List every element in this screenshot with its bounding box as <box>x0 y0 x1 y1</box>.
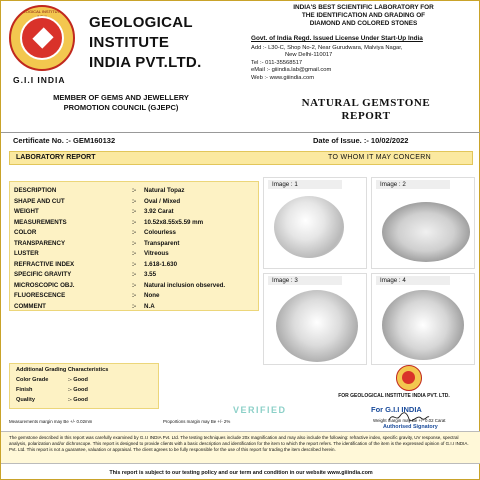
detail-value: N.A <box>144 302 155 310</box>
detail-row <box>10 291 260 302</box>
image-1-cell <box>263 177 367 269</box>
gem-photo-1 <box>274 196 344 258</box>
detail-row <box>10 281 260 292</box>
laboratory-report-bar <box>9 151 473 165</box>
for-gii-label: For G.I.I INDIA <box>371 405 422 414</box>
address-line2: New Delhi-110017 <box>285 52 333 59</box>
tagline-line1: INDIA'S BEST SCIENTIFIC LABORATORY FOR <box>293 4 434 11</box>
detail-key: SPECIFIC GRAVITY <box>14 271 72 278</box>
disclaimer-text: The gemstone described in this report was carefully examined by G.I.I INDIA Pvt. Ltd. The testing techniques include 20x magnification and may also include the following: refractive index, specific gravity, UV response, spectral analysis, polarization and/or dichroscope. This report is designed to provide clients with a basic description and identification for the item to which the report refers. The identification of the item is the expressed opinion of G.I.I INDIA. Pvt. Ltd. This report is not a guarantee, valuation or appraisal. The client agrees to be fully responsible for the use of this report for trading the item described herein. <box>1 431 480 463</box>
detail-key: MICROSCOPIC OBJ. <box>14 281 75 289</box>
weight-margin-note: Weight margin may Be +/- 0.02 Carat <box>373 418 446 423</box>
detail-separator: :- <box>132 229 137 236</box>
measurement-margin-note: Measurements margin may Be +/- 0.02mm <box>9 419 93 424</box>
detail-key: REFRACTIVE INDEX <box>14 260 75 268</box>
report-title-line2: REPORT <box>341 110 391 122</box>
gem-photo-4 <box>382 290 464 360</box>
detail-key: TRANSPARENCY <box>14 239 66 247</box>
gem-photo-3 <box>276 290 358 362</box>
company-name-line3: INDIA PVT.LTD. <box>89 54 202 71</box>
detail-key: FLUORESCENCE <box>14 292 66 299</box>
verified-stamp: VERIFIED <box>233 405 287 415</box>
tagline-line2: THE IDENTIFICATION AND GRADING OF <box>301 12 426 19</box>
grading-value: :- Good <box>68 377 88 383</box>
detail-value: Transparent <box>144 239 180 247</box>
membership-info <box>1 93 241 113</box>
image-2-cell <box>371 177 475 269</box>
website-link[interactable]: Web :- www.giiindia.com <box>251 74 315 81</box>
detail-row <box>10 186 260 197</box>
issue-date: Date of Issue. :- 10/02/2022 <box>313 136 409 145</box>
report-header <box>1 1 480 131</box>
logo-emblem-icon <box>20 16 64 60</box>
report-title-line1: NATURAL GEMSTONE <box>301 97 431 109</box>
for-company-label: FOR GEOLOGICAL INSTITUTE INDIA PVT. LTD. <box>338 393 450 399</box>
image-2-caption: Image : 2 <box>376 180 450 189</box>
seal-icon <box>396 365 422 391</box>
detail-separator: :- <box>132 260 137 268</box>
image-4-cell <box>371 273 475 365</box>
detail-separator: :- <box>132 292 137 299</box>
address-line1: Add :- L30-C, Shop No-2, Near Gurudwara, Malviya Nagar, <box>251 45 403 51</box>
proportion-margin-note: Proportions margin may Be +/- 2% <box>163 419 231 424</box>
image-3-cell <box>263 273 367 365</box>
detail-value: None <box>144 292 160 299</box>
grading-title: Additional Grading Characteristics <box>16 367 109 373</box>
grading-characteristics <box>9 363 159 409</box>
to-whom-label: TO WHOM IT MAY CONCERN <box>328 154 431 161</box>
company-name-line1: GEOLOGICAL <box>89 14 193 31</box>
report-title <box>271 97 461 123</box>
detail-separator: :- <box>132 302 137 310</box>
image-grid <box>263 177 475 367</box>
grading-key: Quality <box>16 397 35 403</box>
detail-row <box>10 239 260 250</box>
detail-row <box>10 218 260 229</box>
detail-row <box>10 249 260 260</box>
certificate-line <box>1 132 480 148</box>
logo-ring-text: GEOLOGICAL INSTITUTE OF <box>14 9 70 14</box>
detail-separator: :- <box>132 208 137 215</box>
detail-separator: :- <box>132 271 137 278</box>
detail-row <box>10 260 260 271</box>
authorised-signatory: Authorised Signatory <box>383 424 438 430</box>
laboratory-report-label: LABORATORY REPORT <box>16 154 96 161</box>
logo-gem-icon <box>32 27 53 48</box>
detail-value: Natural Topaz <box>144 187 185 194</box>
grading-key: Finish <box>16 387 33 393</box>
detail-separator: :- <box>132 281 137 289</box>
detail-value: Vitreous <box>144 250 169 257</box>
company-name-line2: INSTITUTE <box>89 34 170 51</box>
detail-separator: :- <box>132 250 137 257</box>
grading-value: :- Good <box>68 387 88 393</box>
grading-key: Color Grade <box>16 377 49 383</box>
gem-photo-2 <box>382 202 470 262</box>
image-3-caption: Image : 3 <box>268 276 342 285</box>
detail-key: DESCRIPTION <box>14 187 57 194</box>
detail-value: 10.52x8.55x5.59 mm <box>144 218 204 226</box>
detail-value: Natural inclusion observed. <box>144 281 226 289</box>
member-line2: PROMOTION COUNCIL (GJEPC) <box>63 103 179 112</box>
detail-value: 3.55 <box>144 271 157 278</box>
phone-number: Tel :- 011-35568517 <box>251 59 303 66</box>
company-name <box>89 13 202 73</box>
lab-tagline <box>251 4 476 28</box>
detail-key: LUSTER <box>14 250 39 257</box>
detail-key: WEIGHT <box>14 208 39 215</box>
detail-value: 3.92 Carat <box>144 208 174 215</box>
member-line1: MEMBER OF GEMS AND JEWELLERY <box>53 93 189 102</box>
detail-key: MEASUREMENTS <box>14 218 67 226</box>
detail-value: Oval / Mixed <box>144 197 181 205</box>
detail-row <box>10 207 260 218</box>
govt-license: Govt. of India Regd. Issued License Under Start-Up India <box>251 35 423 42</box>
seal-center-icon <box>402 371 415 384</box>
detail-value: Colourless <box>144 229 176 236</box>
detail-row <box>10 270 260 281</box>
details-table <box>9 181 259 311</box>
detail-separator: :- <box>132 187 137 194</box>
detail-separator: :- <box>132 218 137 226</box>
detail-separator: :- <box>132 239 137 247</box>
detail-row <box>10 197 260 208</box>
detail-key: COMMENT <box>14 302 46 310</box>
tagline-line3: DIAMOND AND COLORED STONES <box>309 20 418 27</box>
grading-value: :- Good <box>68 397 88 403</box>
detail-key: COLOR <box>14 229 37 236</box>
detail-value: 1.618-1.630 <box>144 260 178 268</box>
institute-logo <box>9 5 75 71</box>
footer-note: This report is subject to our testing policy and our term and condition in our website www.giiindia.com <box>1 463 480 480</box>
brand-name: G.I.I INDIA <box>13 75 66 85</box>
detail-key: SHAPE AND CUT <box>14 197 65 205</box>
detail-separator: :- <box>132 197 137 205</box>
detail-row <box>10 228 260 239</box>
image-1-caption: Image : 1 <box>268 180 342 189</box>
certificate-number: Certificate No. :- GEM160132 <box>13 136 116 145</box>
email-address[interactable]: eMail :- giiindia.lab@gmail.com <box>251 67 332 74</box>
contact-block <box>251 45 476 82</box>
detail-row <box>10 302 260 313</box>
image-4-caption: Image : 4 <box>376 276 450 285</box>
